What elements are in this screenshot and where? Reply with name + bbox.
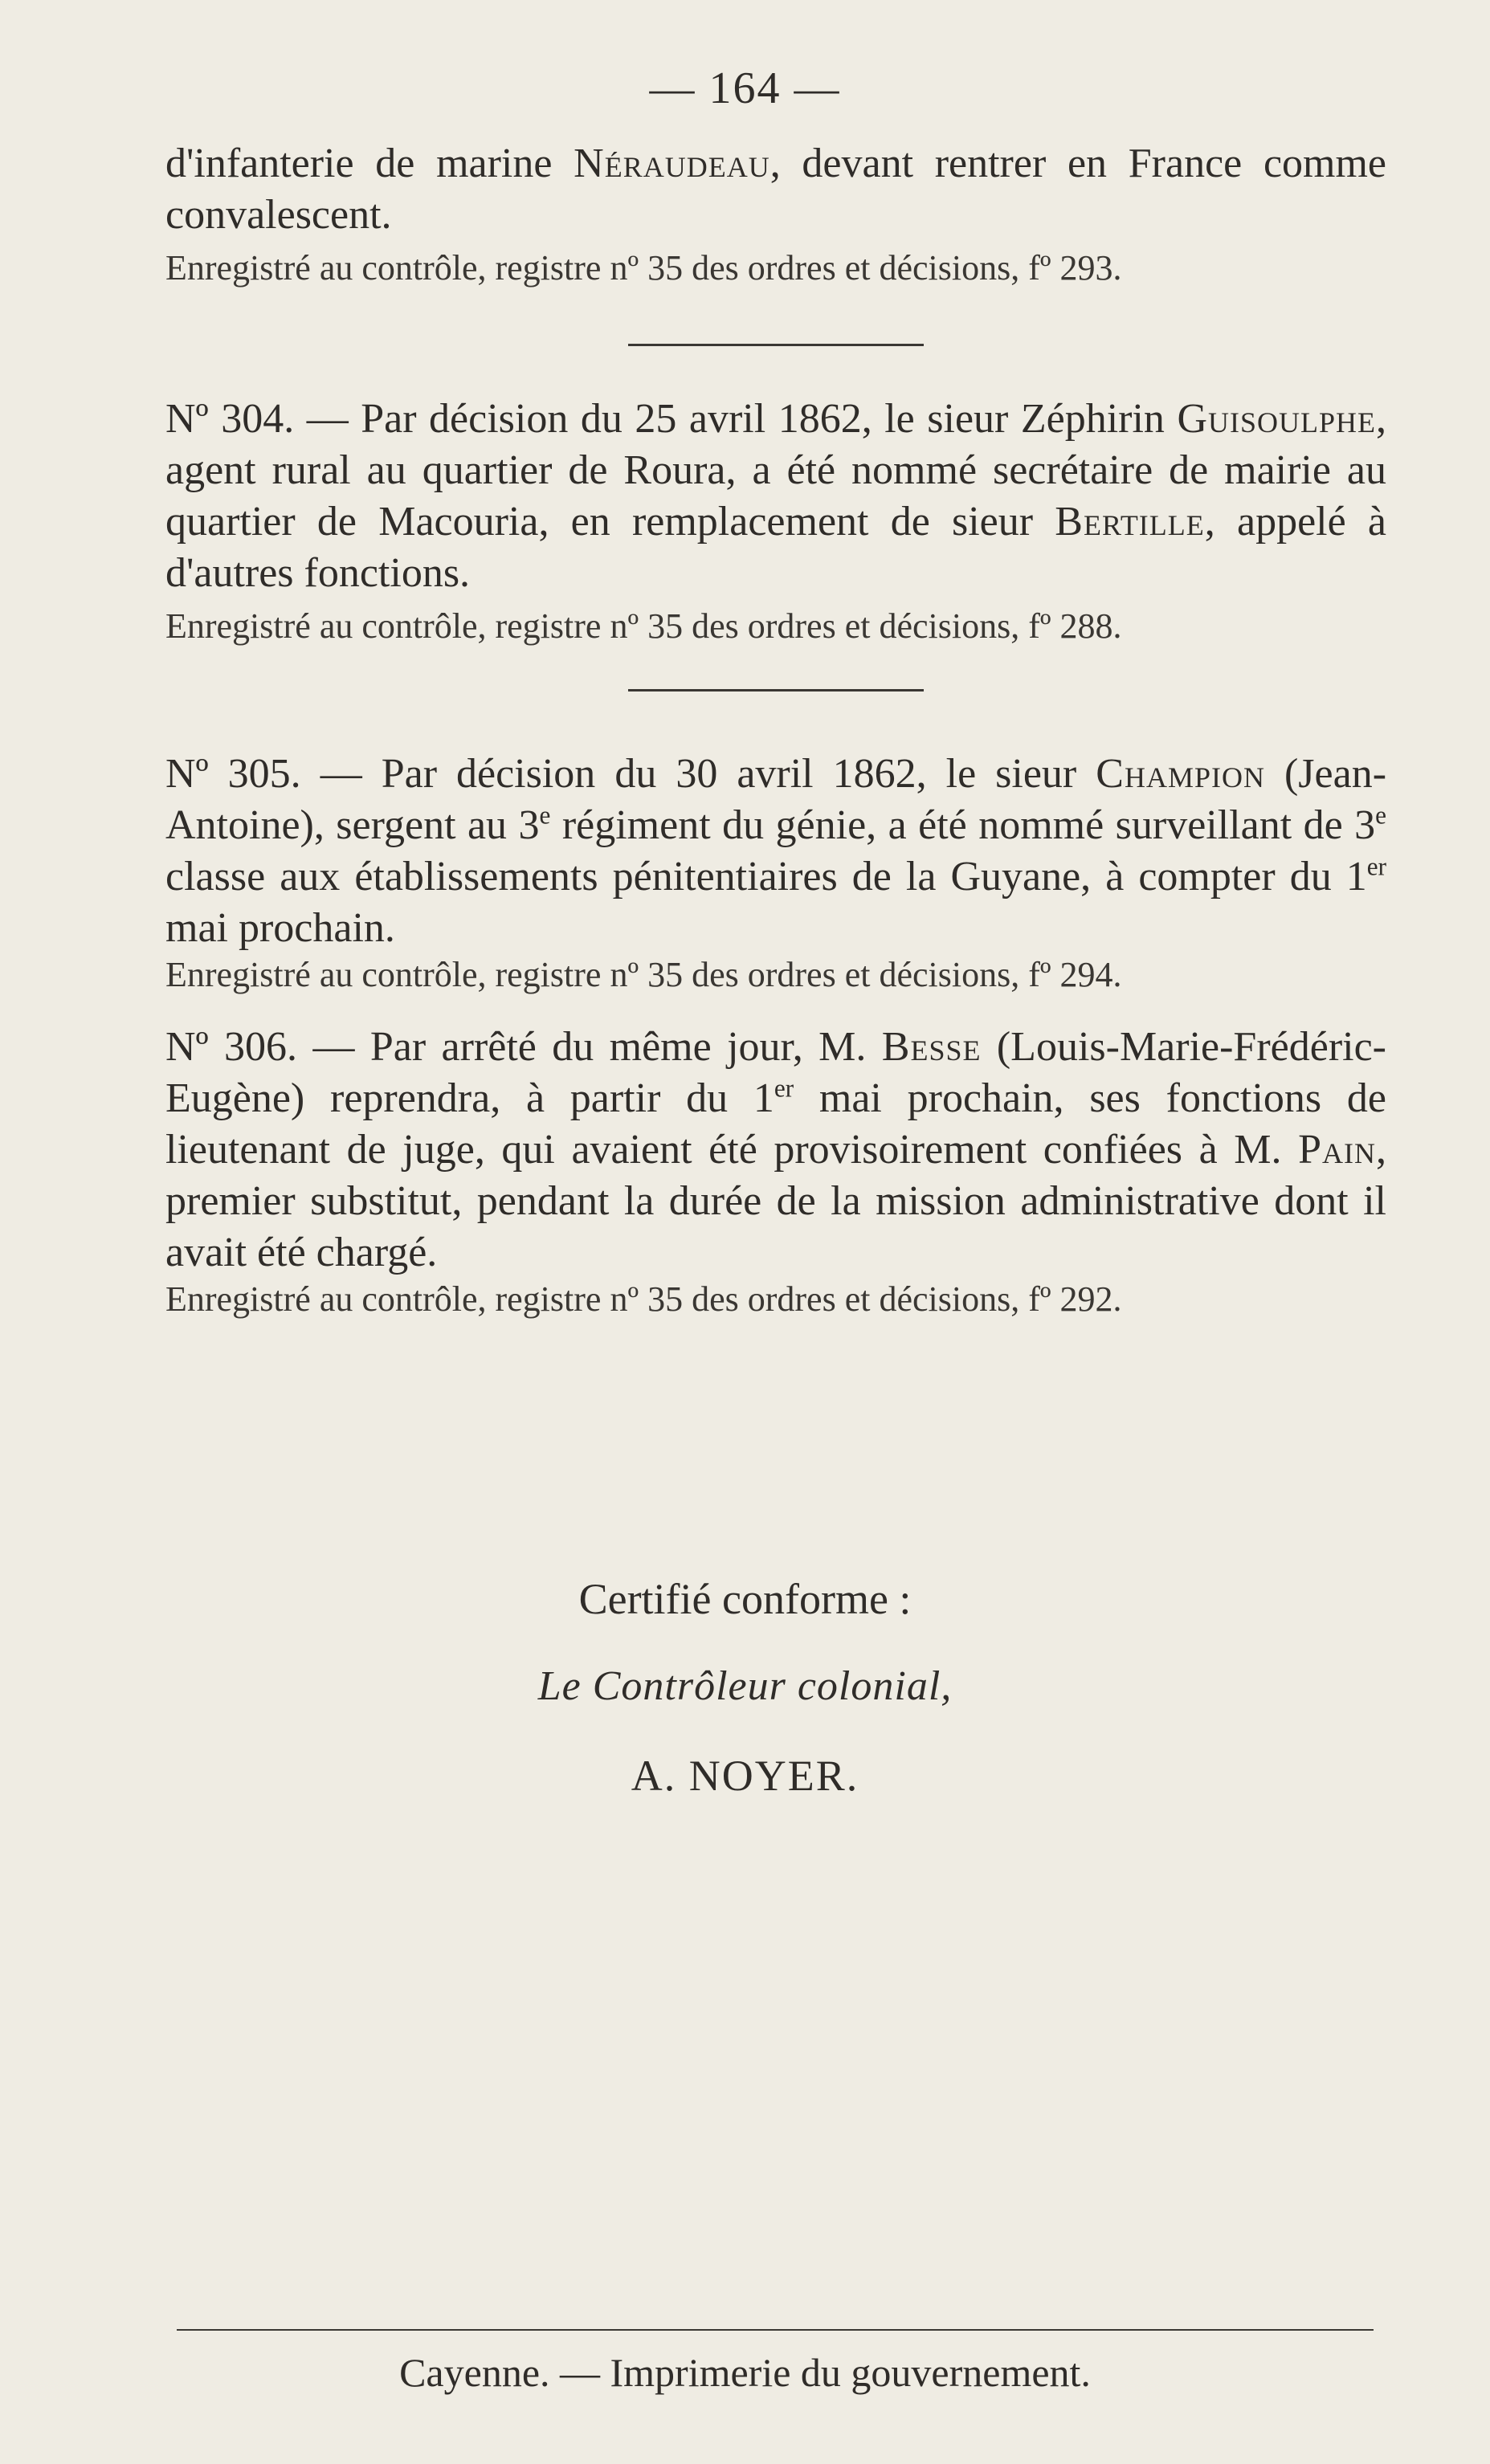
printer-imprint: Cayenne. — Imprimerie du gouvernement. bbox=[399, 2350, 1091, 2395]
intro-register-note: Enregistré au contrôle, registre nº 35 des ordres et décisions, fº 293. bbox=[165, 248, 1122, 288]
person-name: Bertille bbox=[1055, 499, 1205, 545]
intro-paragraph: d'infanterie de marine Néraudeau, devant rentrer en France comme convalescent. bbox=[165, 141, 1386, 238]
person-name: Guisoulphe bbox=[1177, 396, 1376, 442]
entry-306-register-note: Enregistré au contrôle, registre nº 35 des ordres et décisions, fº 292. bbox=[165, 1279, 1122, 1319]
person-name: Néraudeau bbox=[574, 141, 770, 186]
entry-304-paragraph: Nº 304. — Par décision du 25 avril 1862, le sieur Zéphirin Guisoulphe, agent rural au quartier de Roura, a été nommé secrétaire de mairie au quartier de Macouria, en remplacement de sieur Bertille, appelé à d'autres fonctions. bbox=[165, 396, 1386, 596]
page-number: — 164 — bbox=[649, 63, 841, 113]
entry-305-register-note: Enregistré au contrôle, registre nº 35 des ordres et décisions, fº 294. bbox=[165, 955, 1122, 994]
signatory-name: A. NOYER. bbox=[631, 1752, 859, 1800]
footer-rule bbox=[177, 2329, 1374, 2331]
section-divider bbox=[628, 344, 924, 346]
entry-304-register-note: Enregistré au contrôle, registre nº 35 des ordres et décisions, fº 288. bbox=[165, 606, 1122, 646]
signatory-title: Le Contrôleur colonial, bbox=[537, 1663, 953, 1709]
person-name: Champion bbox=[1096, 751, 1265, 797]
entry-306-paragraph: Nº 306. — Par arrêté du même jour, M. Besse (Louis-Marie-Frédéric-Eugène) reprendra, à partir du 1er mai prochain, ses fonctions de lieutenant de juge, qui avaient été provisoirement confiées à M. Pain, premier substitut, pendant la durée de la mission administrative dont il avait été chargé. bbox=[165, 1024, 1386, 1275]
certification-label: Certifié conforme : bbox=[578, 1575, 912, 1623]
person-name: Pain bbox=[1298, 1127, 1376, 1173]
person-name: Besse bbox=[881, 1024, 982, 1070]
section-divider bbox=[628, 689, 924, 691]
entry-305-paragraph: Nº 305. — Par décision du 30 avril 1862, le sieur Champion (Jean-Antoine), sergent au 3e régiment du génie, a été nommé surveillant de 3e classe aux établissements pénitentiaires de la Guyane, à compter du 1er mai prochain. bbox=[165, 751, 1387, 951]
